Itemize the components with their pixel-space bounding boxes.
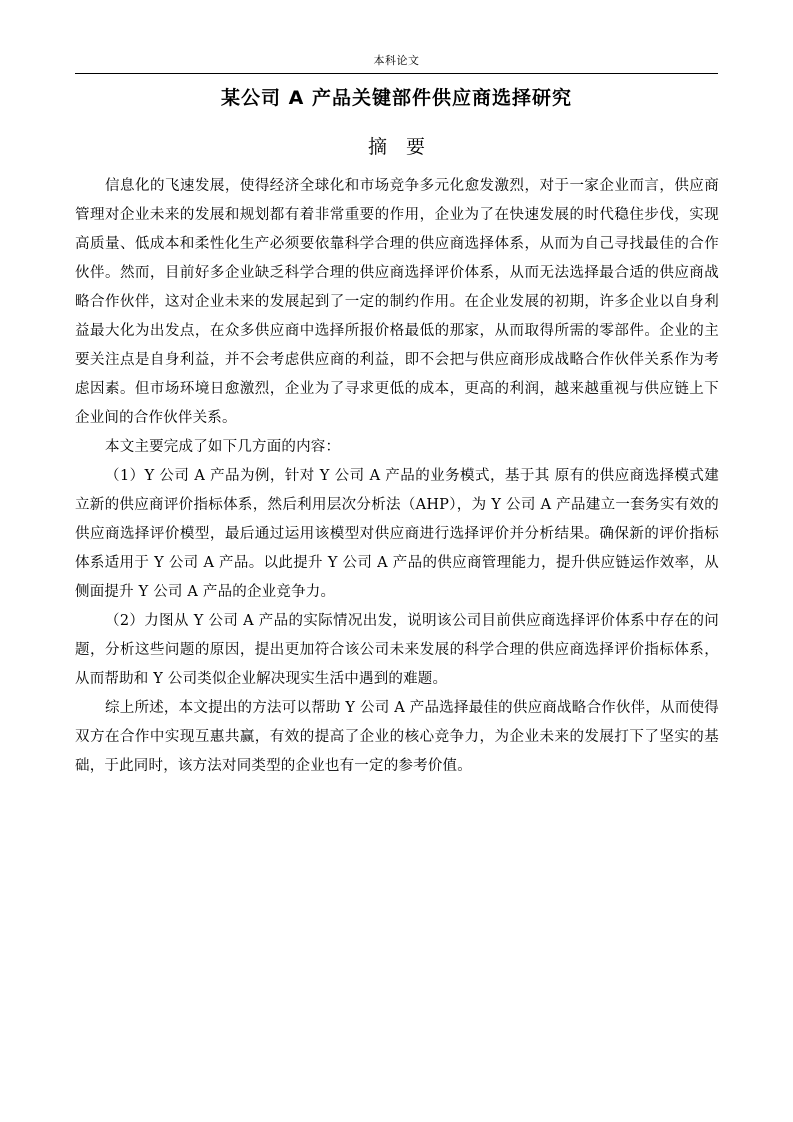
abstract-paragraph-conclusion: 综上所述，本文提出的方法可以帮助 Y 公司 A 产品选择最佳的供应商战略合作伙伴，从而使得双方在合作中实现互惠共赢，有效的提高了企业的核心竞争力，为企业未来的发展打下了坚实的基础，于此同时，该方法对同类型的企业也有一定的参考价值。 [75,700,719,774]
abstract-paragraph-background: 信息化的飞速发展，使得经济全球化和市场竞争多元化愈发激烈，对于一家企业而言，供应商管理对企业未来的发展和规划都有着非常重要的作用，企业为了在快速发展的时代稳住步伐，实现高质量、低成本和柔性化生产必须要依靠科学合理的供应商选择体系，从而为自己寻找最佳的合作伙伴。然而，目前好多企业缺乏科学合理的供应商选择评价体系，从而无法选择最合适的供应商战略合作伙伴，这对企业未来的发展起到了一定的制约作用。在企业发展的初期，许多企业以自身利益最大化为出发点，在众多供应商中选择所报价格最低的那家，从而取得所需的零部件。企业的主要关注点是自身利益，并不会考虑供应商的利益，即不会把与供应商形成战略合作伙伴关系作为考虑因素。但市场环境日愈激烈，企业为了寻求更低的成本，更高的利润，越来越重视与供应链上下企业间的合作伙伴关系。 [75,178,719,426]
abstract-body [75,172,719,781]
abstract-paragraph-intro: 本文主要完成了如下几方面的内容： [105,439,341,455]
abstract-paragraph-item-1: （1）Y 公司 A 产品为例，针对 Y 公司 A 产品的业务模式，基于其 原有的供应商选择模式建立新的供应商评价指标体系，然后利用层次分析法（AHP），为 Y 公司 A 产品建立一套务实有效的供应商选择评价模型，最后通过运用该模型对供应商进行选择评价并分析结果。确保新的评价指标体系适用于 Y 公司 A 产品。以此提升 Y 公司 A 产品的供应商管理能力，提升供应链运作效率，从侧面提升 Y 公司 A 产品的企业竞争力。 [75,468,719,600]
abstract-heading: 摘 要 [367,136,425,158]
thesis-title: 某公司 A 产品关键部件供应商选择研究 [221,87,572,109]
abstract-paragraph-item-2: （2）力图从 Y 公司 A 产品的实际情况出发，说明该公司目前供应商选择评价体系中存在的问题，分析这些问题的原因，提出更加符合该公司未来发展的科学合理的供应商选择评价指标体系，从而帮助和 Y 公司类似企业解决现实生活中遇到的难题。 [75,613,719,687]
running-header: 本科论文 [373,54,420,67]
header-divider [75,73,718,74]
